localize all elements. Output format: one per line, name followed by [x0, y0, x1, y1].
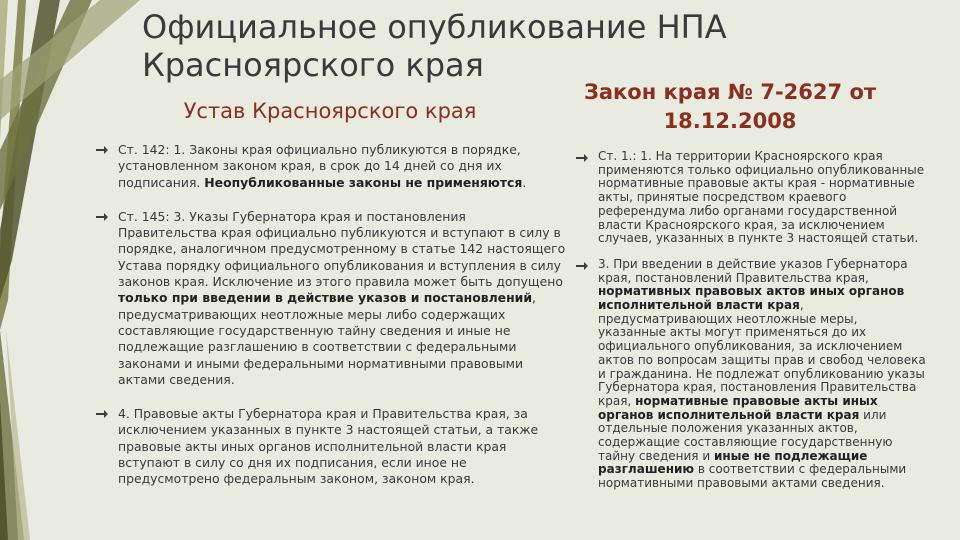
right-heading: Закон края № 7-2627 от 18.12.2008	[583, 80, 877, 133]
left-list	[96, 142, 566, 488]
list-item	[576, 258, 928, 491]
list-item	[576, 150, 928, 246]
item-text: 4. Правовые акты Губернатора края и Правительства края, за исключением указанных в пункте 3 настоящей статьи, а также правовые акты иных органов исполнительной власти края вступают в силу со дня их подписания, если иное не предусмотрено федеральным законом, законом края.	[118, 406, 539, 487]
arrow-bullet-icon	[576, 261, 588, 271]
list-item	[96, 209, 566, 388]
item-text: , предусматривающих неотложные меры, указанные акты могут применяться до их официального опубликования, за исключением актов по вопросам защиты прав и свобод человека и гражданина. Не подлежат опубликованию указы Губернатора края, постановления Правительства края,	[598, 298, 926, 408]
list-item	[96, 142, 566, 191]
right-list	[576, 150, 928, 491]
stripe-shape	[0, 0, 8, 140]
item-text: .	[522, 174, 527, 190]
item-text: в соответствии с федеральными нормативными правовыми актами сведения.	[598, 462, 907, 491]
item-text: , предусматривающих неотложные меры либо содержащих составляющие государственную тайну сведения и иные не подлежащие разглашению в соответствии с федеральными законами и иными федеральными нормативными правовыми актами сведения.	[118, 290, 536, 387]
item-text: Ст. 1.: 1. На территории Красноярского края применяются только официально опубликованные нормативные правовые акты края - нормативные акты, принятые посредством краевого референдума либо органами государственной власти Красноярского края, за исключением случаев, указанных в пункте 3 настоящей статьи.	[598, 149, 925, 246]
arrow-bullet-icon	[96, 212, 108, 222]
page-title: Официальное опубликование НПА Красноярского края	[142, 8, 727, 84]
item-bold-text: только при введении в действие указов и постановлений	[118, 290, 533, 306]
item-text: или отдельные положения указанных актов, содержащие составляющие государственную тайну сведения и	[598, 407, 893, 463]
item-text: Ст. 142: 1. Законы края официально публикуются в порядке, установленном законом края, в срок до 14 дней со дня их подписания.	[118, 142, 521, 190]
item-text: 3. При введении в действие указов Губернатора края, постановлений Правительства края,	[598, 256, 908, 285]
list-item	[96, 406, 566, 487]
arrow-bullet-icon	[96, 409, 108, 419]
item-bold-text: иные не подлежащие разглашению	[598, 448, 868, 477]
item-bold-text: Неопубликованные законы не применяются	[204, 174, 523, 190]
arrow-bullet-icon	[96, 145, 108, 155]
item-bold-text: нормативных правовых актов иных органов исполнительной власти края	[598, 284, 905, 313]
item-text: Ст. 145: 3. Указы Губернатора края и постановления Правительства края официально публикуются и вступают в силу в порядке, аналогичном предусмотренному в статье 142 настоящего Устава порядку официального опубликования и вступления в силу законов края. Исключение из этого правила может быть допущено	[118, 208, 566, 290]
item-bold-text: нормативные правовые акты иных органов исполнительной власти края	[598, 393, 878, 422]
arrow-bullet-icon	[576, 153, 588, 163]
left-heading: Устав Красноярского края	[183, 99, 477, 123]
